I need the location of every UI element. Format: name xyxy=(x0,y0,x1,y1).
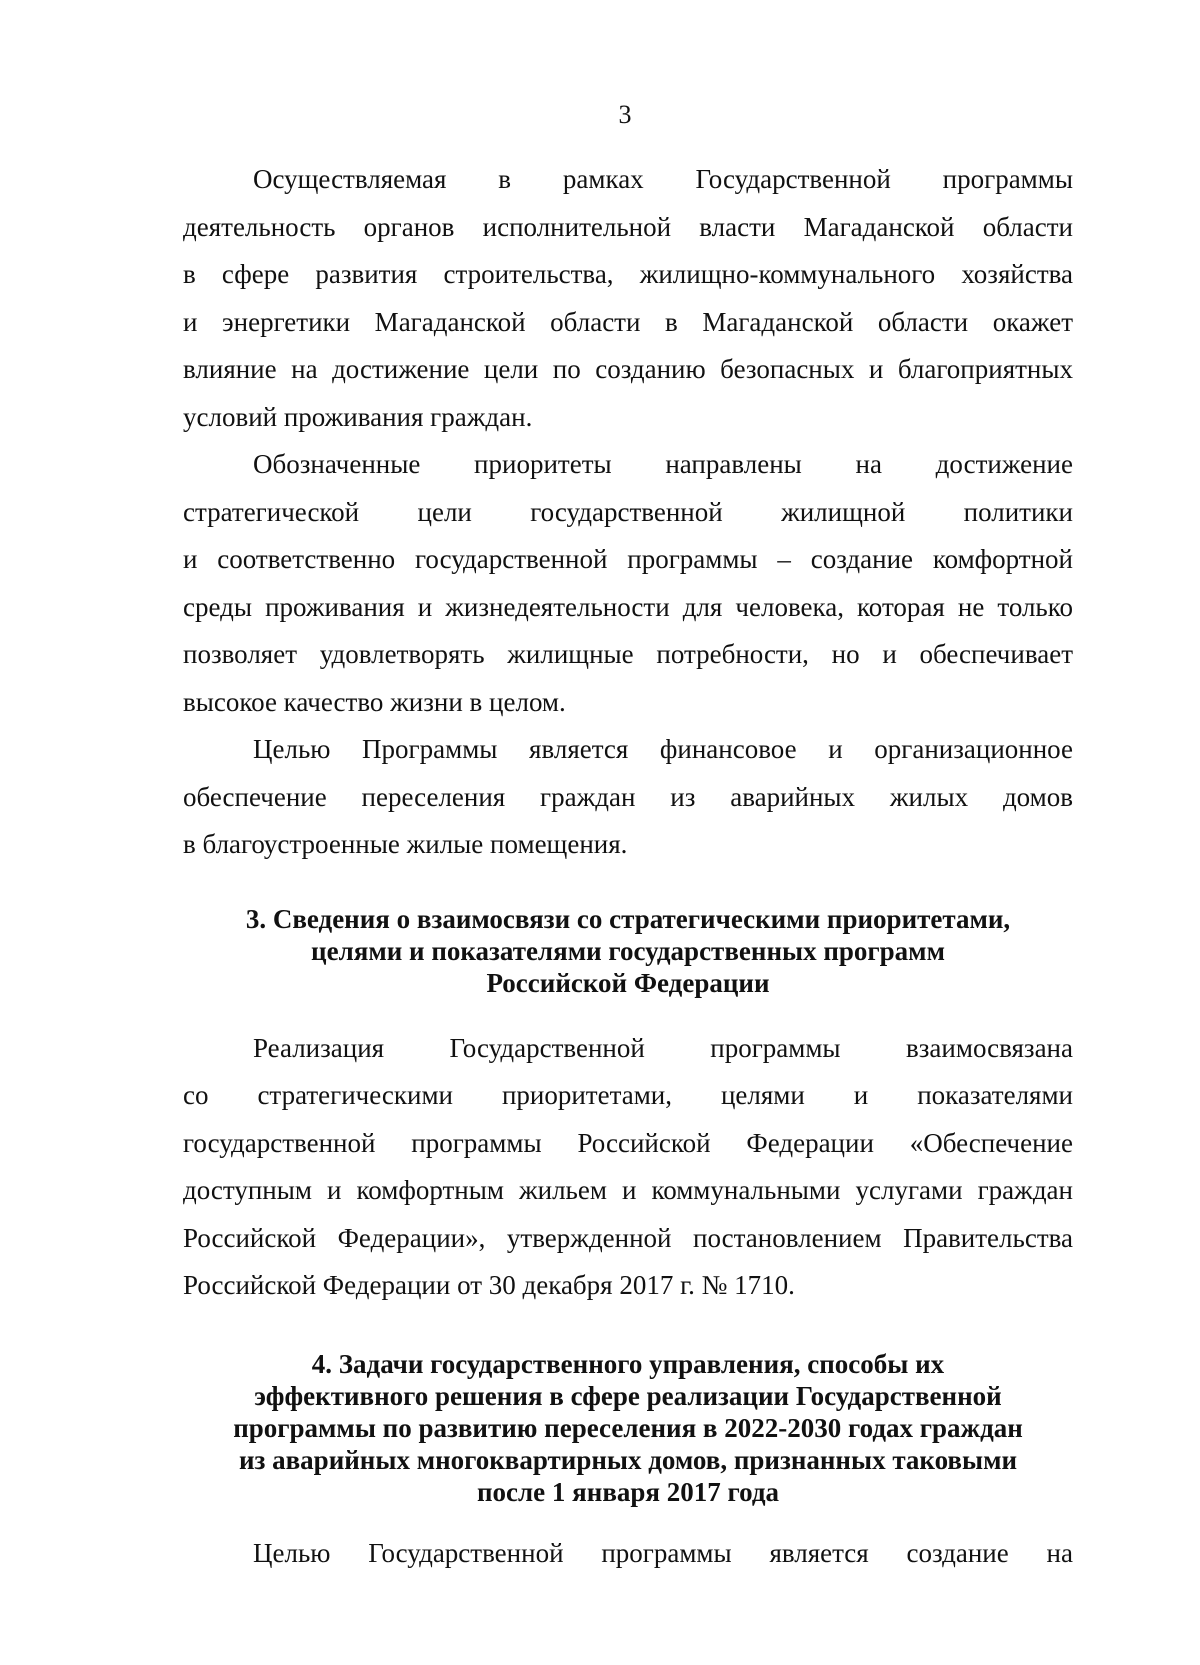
section-4-paragraph xyxy=(183,1530,1073,1578)
text-line: доступным и комфортным жильем и коммунальными услугами граждан xyxy=(183,1175,1073,1205)
text-line: Обозначенные приоритеты направлены на достижение xyxy=(253,449,1073,479)
paragraph-1 xyxy=(183,156,1073,441)
text-line: влияние на достижение цели по созданию безопасных и благоприятных xyxy=(183,354,1073,384)
heading-line: целями и показателями государственных программ xyxy=(311,935,945,966)
text-line: деятельность органов исполнительной власти Магаданской области xyxy=(183,211,1073,242)
text-line: в благоустроенные жилые помещения. xyxy=(183,829,628,859)
section-3-heading xyxy=(183,903,1073,999)
page-number: 3 xyxy=(618,100,632,129)
text-line: стратегической цели государственной жилищной политики xyxy=(183,496,1073,527)
heading-line: из аварийных многоквартирных домов, признанных таковыми xyxy=(238,1444,1018,1475)
text-line: обеспечение переселения граждан из аварийных жилых домов xyxy=(183,781,1073,812)
heading-line: эффективного решения в сфере реализации Государственной xyxy=(254,1380,1002,1411)
text-line: высокое качество жизни в целом. xyxy=(183,686,566,717)
heading-line: 3. Сведения о взаимосвязи со стратегическими приоритетами, xyxy=(245,903,1011,934)
text-line: Российской Федерации», утвержденной постановлением Правительства xyxy=(183,1222,1073,1253)
paragraph-2 xyxy=(183,441,1073,726)
text-line: и соответственно государственной программы – создание комфортной xyxy=(183,544,1073,574)
text-line: государственной программы Российской Федерации «Обеспечение xyxy=(183,1127,1073,1158)
text-line: позволяет удовлетворять жилищные потребности, но и обеспечивает xyxy=(183,639,1073,669)
text-line: в сфере развития строительства, жилищно-коммунального хозяйства xyxy=(183,259,1073,289)
heading-line: программы по развитию переселения в 2022-2030 годах граждан xyxy=(233,1412,1023,1443)
text-line: Осуществляемая в рамках Государственной программы xyxy=(253,164,1073,194)
heading-line: Российской Федерации xyxy=(486,967,770,998)
text-line: и энергетики Магаданской области в Магаданской области окажет xyxy=(183,306,1073,337)
text-line: со стратегическими приоритетами, целями и показателями xyxy=(183,1080,1073,1110)
text-line: Целью Государственной программы является создание на xyxy=(253,1537,1073,1568)
heading-line: после 1 января 2017 года xyxy=(476,1476,779,1507)
text-line: среды проживания и жизнедеятельности для человека, которая не только xyxy=(183,591,1073,622)
text-line: Целью Программы является финансовое и организационное xyxy=(253,734,1073,764)
text-line: условий проживания граждан. xyxy=(183,401,533,432)
text-line: Российской Федерации от 30 декабря 2017 г. № 1710. xyxy=(183,1270,795,1300)
text-line: Реализация Государственной программы взаимосвязана xyxy=(253,1032,1073,1063)
section-3-paragraph xyxy=(183,1025,1073,1310)
document-body xyxy=(183,156,1073,1577)
heading-line: 4. Задачи государственного управления, способы их xyxy=(311,1348,945,1379)
paragraph-3 xyxy=(183,726,1073,869)
section-4-heading xyxy=(183,1348,1073,1508)
